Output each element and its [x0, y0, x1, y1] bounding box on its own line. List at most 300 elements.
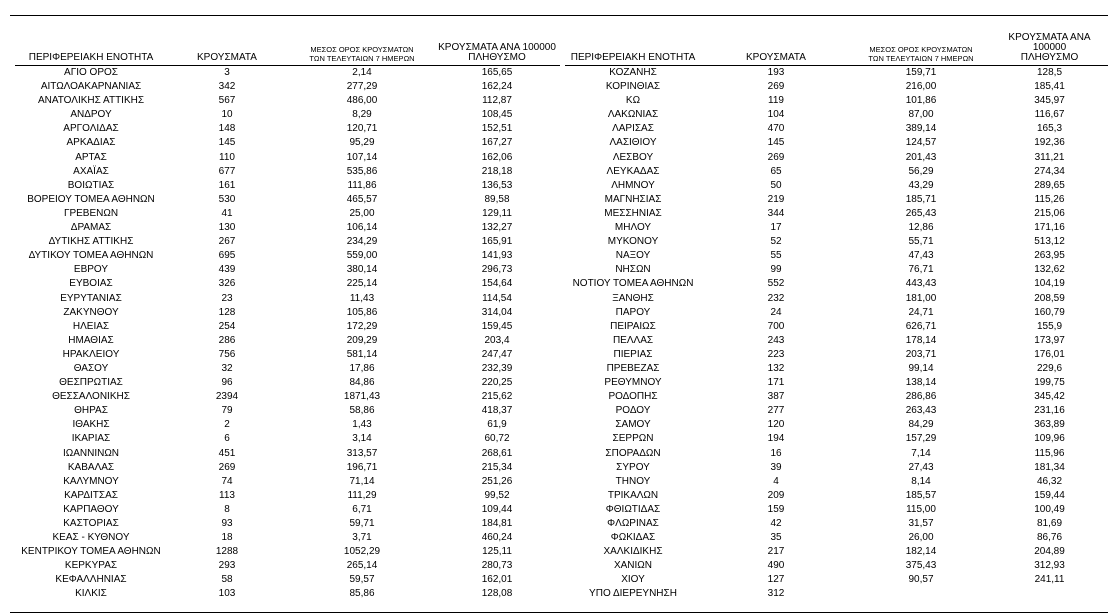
cell-per-100k: 159,44 — [1034, 489, 1065, 501]
cell-avg-7day: 31,57 — [908, 518, 934, 529]
table-row — [565, 545, 1108, 559]
cell-region: ΙΚΑΡΙΑΣ — [71, 433, 111, 445]
cell-avg-7day: 99,14 — [908, 362, 934, 374]
cell-cases: 326 — [218, 278, 236, 290]
cell-avg-7day: 106,14 — [346, 222, 378, 234]
cell-per-100k: 159,45 — [481, 320, 513, 332]
cell-cases: 58 — [221, 574, 233, 586]
header-avg-line2: ΤΩΝ ΤΕΛΕΥΤΑΙΩΝ 7 ΗΜΕΡΩΝ — [309, 54, 415, 63]
table-row — [15, 165, 560, 179]
table-row — [15, 193, 560, 207]
cell-avg-7day: 87,00 — [908, 109, 934, 121]
cell-per-100k: 109,44 — [481, 503, 513, 515]
table-row — [15, 573, 560, 587]
table-row — [565, 151, 1108, 165]
cell-avg-7day: 107,14 — [346, 151, 378, 163]
cell-avg-7day: 6,71 — [352, 503, 372, 515]
cell-cases: 23 — [221, 292, 233, 304]
table-row — [565, 559, 1108, 573]
cell-per-100k: 141,93 — [481, 250, 513, 262]
cell-per-100k: 208,59 — [1034, 292, 1065, 304]
cell-avg-7day: 95,29 — [349, 137, 375, 149]
cell-avg-7day: 11,43 — [349, 292, 375, 304]
cell-cases: 159 — [767, 503, 785, 515]
cell-per-100k: 184,81 — [481, 518, 513, 529]
cell-per-100k: 232,39 — [481, 362, 513, 374]
table-row — [15, 80, 560, 94]
cell-cases: 1288 — [215, 546, 239, 558]
table-row — [565, 80, 1108, 94]
cell-region: ΛΗΜΝΟΥ — [611, 179, 655, 191]
table-header-left — [15, 40, 560, 66]
cell-cases: 113 — [219, 489, 235, 501]
cell-avg-7day: 486,00 — [346, 95, 378, 107]
header-avg — [287, 45, 437, 63]
cell-cases: 293 — [218, 560, 236, 572]
cell-per-100k: 165,65 — [481, 67, 513, 78]
cell-avg-7day: 209,29 — [346, 334, 378, 346]
cell-cases: 4 — [773, 475, 779, 487]
cell-per-100k: 100,49 — [1034, 503, 1065, 515]
cell-cases: 6 — [224, 433, 230, 445]
header-per100k-line1: ΚΡΟΥΣΜΑΤΑ ΑΝΑ 100000 — [438, 42, 556, 53]
cell-avg-7day: 26,00 — [908, 532, 934, 544]
table-row — [15, 390, 560, 404]
cell-region: ΑΧΑΪΑΣ — [73, 165, 109, 177]
cell-region: ΠΡΕΒΕΖΑΣ — [606, 362, 660, 374]
table-row — [15, 179, 560, 193]
cell-avg-7day: 203,71 — [905, 348, 937, 360]
cell-region: ΑΝΑΤΟΛΙΚΗΣ ΑΤΤΙΚΗΣ — [37, 95, 145, 107]
cell-avg-7day: 277,29 — [346, 81, 378, 93]
cell-cases: 243 — [767, 334, 785, 346]
cell-region: ΙΘΑΚΗΣ — [72, 419, 110, 431]
cell-cases: 567 — [218, 95, 236, 107]
cell-region: ΛΑΣΙΘΙΟΥ — [609, 137, 657, 149]
cell-region: ΑΡΓΟΛΙΔΑΣ — [63, 123, 119, 135]
table-row — [15, 404, 560, 418]
cell-region: ΡΟΔΟΥ — [615, 405, 651, 417]
cell-per-100k: 173,97 — [1034, 334, 1065, 346]
cell-cases: 286 — [218, 334, 236, 346]
cell-avg-7day: 17,86 — [349, 362, 375, 374]
cell-region: ΣΥΡΟΥ — [616, 461, 650, 473]
cell-cases: 171 — [767, 377, 785, 389]
cell-avg-7day: 559,00 — [346, 250, 378, 262]
cell-avg-7day: 111,29 — [347, 489, 377, 501]
cell-region: ΚΕΦΑΛΛΗΝΙΑΣ — [55, 574, 127, 586]
cell-per-100k: 108,45 — [481, 109, 513, 121]
cell-per-100k: 115,96 — [1034, 447, 1065, 459]
cell-avg-7day: 111,86 — [347, 179, 377, 191]
cell-avg-7day: 3,14 — [352, 433, 372, 445]
cell-cases: 52 — [770, 236, 782, 248]
cell-avg-7day: 159,71 — [905, 67, 937, 78]
table-row — [565, 221, 1108, 235]
cell-cases: 99 — [770, 264, 782, 276]
cell-region: ΚΕΡΚΥΡΑΣ — [64, 560, 118, 572]
cell-cases: 217 — [767, 546, 785, 558]
header-cases: ΚΡΟΥΣΜΑΤΑ — [746, 52, 806, 63]
cell-per-100k: 114,54 — [482, 292, 512, 304]
bottom-rule — [10, 612, 1108, 613]
header-per100k-line1: ΚΡΟΥΣΜΑΤΑ ΑΝΑ 100000 — [1008, 32, 1091, 53]
table-row — [565, 122, 1108, 136]
cell-cases: 120 — [767, 419, 785, 431]
cell-avg-7day: 389,14 — [905, 123, 937, 135]
table-row — [15, 320, 560, 334]
cell-per-100k: 162,06 — [481, 151, 513, 163]
cell-region: ΣΕΡΡΩΝ — [612, 433, 654, 445]
header-avg-line1: ΜΕΣΟΣ ΟΡΟΣ ΚΡΟΥΣΜΑΤΩΝ — [869, 45, 973, 54]
cell-region: ΧΑΝΙΩΝ — [613, 560, 653, 572]
header-cases: ΚΡΟΥΣΜΑΤΑ — [197, 52, 257, 63]
cell-avg-7day: 375,43 — [905, 560, 937, 572]
cell-per-100k: 132,62 — [1034, 264, 1065, 276]
cell-per-100k: 167,27 — [481, 137, 513, 149]
cell-avg-7day: 90,57 — [908, 574, 934, 586]
cell-avg-7day: 1052,29 — [343, 546, 381, 558]
cell-avg-7day: 120,71 — [346, 123, 378, 135]
cell-region: ΧΑΛΚΙΔΙΚΗΣ — [603, 546, 663, 558]
table-row — [15, 151, 560, 165]
cell-region: ΘΕΣΣΑΛΟΝΙΚΗΣ — [52, 391, 130, 403]
cell-avg-7day: 581,14 — [346, 348, 378, 360]
cell-region: ΜΕΣΣΗΝΙΑΣ — [604, 207, 662, 219]
table-row — [565, 447, 1108, 461]
cell-region: ΞΑΝΘΗΣ — [612, 292, 654, 304]
table-row — [15, 348, 560, 362]
cell-cases: 161 — [218, 179, 236, 191]
cell-avg-7day: 59,71 — [349, 518, 375, 529]
cell-region: ΝΑΞΟΥ — [615, 250, 651, 262]
cell-per-100k: 129,11 — [482, 207, 512, 219]
cell-avg-7day: 535,86 — [346, 165, 378, 177]
table-row — [15, 108, 560, 122]
cell-per-100k: 218,18 — [481, 165, 513, 177]
cell-avg-7day: 313,57 — [346, 447, 378, 459]
cell-avg-7day: 115,00 — [906, 503, 936, 515]
cell-region: ΣΑΜΟΥ — [615, 419, 651, 431]
cell-per-100k: 263,95 — [1034, 250, 1065, 262]
cell-per-100k: 116,67 — [1034, 109, 1065, 121]
cell-avg-7day: 1871,43 — [343, 391, 381, 403]
cell-cases: 110 — [219, 151, 235, 163]
cell-region: ΜΥΚΟΝΟΥ — [607, 236, 659, 248]
cell-region: ΠΑΡΟΥ — [615, 306, 651, 318]
table-row — [15, 489, 560, 503]
table-header-right — [565, 32, 1108, 66]
cell-cases: 39 — [770, 461, 782, 473]
cell-avg-7day: 181,00 — [905, 292, 937, 304]
cell-avg-7day: 2,14 — [352, 67, 372, 78]
table-row — [15, 517, 560, 531]
header-avg — [851, 45, 991, 63]
cell-avg-7day: 84,86 — [349, 377, 375, 389]
cell-per-100k: 215,06 — [1034, 207, 1065, 219]
cell-cases: 18 — [221, 532, 233, 544]
cell-region: ΜΑΓΝΗΣΙΑΣ — [604, 193, 662, 205]
cell-avg-7day: 265,43 — [905, 207, 937, 219]
table-row — [565, 179, 1108, 193]
table-row — [15, 221, 560, 235]
cell-region: ΤΡΙΚΑΛΩΝ — [607, 489, 659, 501]
cell-per-100k: 171,16 — [1034, 222, 1065, 234]
cell-region: ΚΑΡΠΑΘΟΥ — [63, 503, 119, 515]
table-row — [15, 447, 560, 461]
cell-cases: 65 — [770, 165, 782, 177]
cell-region: ΚΟΡΙΝΘΙΑΣ — [605, 81, 661, 93]
table-right — [565, 32, 1108, 602]
cell-avg-7day: 56,29 — [908, 165, 934, 177]
table-row — [565, 193, 1108, 207]
cell-avg-7day: 138,14 — [905, 377, 937, 389]
cell-per-100k: 251,26 — [481, 475, 513, 487]
cell-avg-7day: 85,86 — [349, 588, 375, 600]
cell-region: ΧΙΟΥ — [621, 574, 645, 586]
table-row — [565, 94, 1108, 108]
cell-region: ΚΑΛΥΜΝΟΥ — [63, 475, 119, 487]
cell-avg-7day: 101,86 — [905, 95, 937, 107]
cell-region: ΛΑΚΩΝΙΑΣ — [607, 109, 659, 121]
cell-cases: 439 — [218, 264, 236, 276]
cell-cases: 96 — [221, 377, 233, 389]
cell-avg-7day: 178,14 — [905, 334, 937, 346]
table-row — [565, 108, 1108, 122]
cell-cases: 130 — [218, 222, 236, 234]
cell-avg-7day: 265,14 — [346, 560, 378, 572]
cell-avg-7day: 225,14 — [346, 278, 378, 290]
cell-avg-7day: 185,71 — [905, 193, 937, 205]
table-row — [565, 587, 1108, 601]
table-row — [565, 320, 1108, 334]
table-row — [15, 66, 560, 80]
cell-cases: 695 — [218, 250, 236, 262]
cell-region: ΝΟΤΙΟΥ ΤΟΜΕΑ ΑΘΗΝΩΝ — [572, 278, 694, 290]
table-row — [15, 94, 560, 108]
cell-cases: 193 — [767, 67, 785, 78]
table-row — [565, 263, 1108, 277]
table-row — [15, 249, 560, 263]
table-row — [15, 432, 560, 446]
cell-region: ΚΕΑΣ - ΚΥΘΝΟΥ — [52, 532, 130, 544]
cell-avg-7day: 1,43 — [352, 419, 372, 431]
table-row — [15, 559, 560, 573]
cell-avg-7day: 626,71 — [905, 320, 937, 332]
cell-region: ΒΟΙΩΤΙΑΣ — [67, 179, 115, 191]
cell-avg-7day: 443,43 — [905, 278, 937, 290]
cell-avg-7day: 58,86 — [349, 405, 375, 417]
cell-cases: 74 — [221, 475, 233, 487]
cell-per-100k: 115,26 — [1034, 193, 1065, 205]
cell-region: ΠΕΛΛΑΣ — [612, 334, 654, 346]
cell-region: ΦΘΙΩΤΙΔΑΣ — [605, 503, 661, 515]
table-row — [15, 461, 560, 475]
table-row — [565, 404, 1108, 418]
cell-cases: 50 — [770, 179, 782, 191]
cell-per-100k: 162,01 — [481, 574, 513, 586]
table-row — [565, 517, 1108, 531]
table-row — [565, 503, 1108, 517]
cell-per-100k: 314,04 — [481, 306, 513, 318]
cell-per-100k: 81,69 — [1036, 518, 1063, 529]
cell-region: ΙΩΑΝΝΙΝΩΝ — [62, 447, 120, 459]
cell-cases: 119 — [768, 95, 784, 107]
cell-per-100k: 46,32 — [1036, 475, 1063, 487]
cell-avg-7day: 182,14 — [905, 546, 937, 558]
cell-per-100k: 192,36 — [1034, 137, 1065, 149]
cell-per-100k: 231,16 — [1034, 405, 1065, 417]
cell-region: ΜΗΛΟΥ — [614, 222, 652, 234]
cell-avg-7day: 8,29 — [352, 109, 372, 121]
rows-left — [15, 66, 560, 602]
cell-avg-7day: 234,29 — [346, 236, 378, 248]
cell-cases: 387 — [767, 391, 785, 403]
cell-cases: 3 — [224, 67, 230, 78]
cell-region: ΚΑΒΑΛΑΣ — [67, 461, 115, 473]
cell-region: ΗΜΑΘΙΑΣ — [68, 334, 114, 346]
table-row — [565, 362, 1108, 376]
cell-per-100k: 215,62 — [481, 391, 513, 403]
table-row — [15, 263, 560, 277]
cell-per-100k: 176,01 — [1034, 348, 1065, 360]
cell-cases: 16 — [770, 447, 782, 459]
cell-region: ΘΗΡΑΣ — [74, 405, 108, 417]
cell-per-100k: 296,73 — [481, 264, 513, 276]
cell-region: ΗΛΕΙΑΣ — [72, 320, 110, 332]
cell-per-100k: 128,5 — [1036, 67, 1063, 78]
cell-per-100k: 112,87 — [482, 95, 512, 107]
table-row — [15, 545, 560, 559]
cell-cases: 93 — [221, 518, 233, 529]
table-row — [565, 531, 1108, 545]
cell-per-100k: 229,6 — [1036, 362, 1063, 374]
cell-avg-7day: 263,43 — [905, 405, 937, 417]
cell-region: ΒΟΡΕΙΟΥ ΤΟΜΕΑ ΑΘΗΝΩΝ — [27, 193, 155, 205]
cell-region: ΥΠΟ ΔΙΕΡΕΥΝΗΣΗ — [589, 588, 677, 600]
cell-per-100k: 220,25 — [481, 377, 513, 389]
cell-region: ΚΙΛΚΙΣ — [75, 588, 107, 600]
table-row — [565, 573, 1108, 587]
cell-region: ΑΡΚΑΔΙΑΣ — [66, 137, 116, 149]
cell-cases: 209 — [767, 489, 785, 501]
cell-region: ΦΛΩΡΙΝΑΣ — [607, 518, 659, 529]
cell-cases: 700 — [767, 320, 785, 332]
cell-cases: 254 — [218, 320, 236, 332]
cell-region: ΑΝΔΡΟΥ — [70, 109, 112, 121]
table-row — [565, 418, 1108, 432]
table-row — [15, 122, 560, 136]
cell-per-100k: 152,51 — [481, 123, 513, 135]
table-row — [565, 207, 1108, 221]
cell-cases: 267 — [218, 236, 236, 248]
table-row — [15, 418, 560, 432]
header-per100k — [437, 43, 557, 63]
cell-avg-7day: 286,86 — [905, 391, 937, 403]
cell-avg-7day: 43,29 — [908, 179, 934, 191]
cell-region: ΚΟΖΑΝΗΣ — [609, 67, 657, 78]
header-per100k-line2: ΠΛΗΘΥΣΜΟ — [1020, 52, 1079, 63]
cell-avg-7day: 8,14 — [911, 475, 931, 487]
table-row — [15, 292, 560, 306]
cell-region: ΤΗΝΟΥ — [615, 475, 651, 487]
cell-avg-7day: 196,71 — [346, 461, 378, 473]
cell-region: ΑΙΤΩΛΟΑΚΑΡΝΑΝΙΑΣ — [40, 81, 142, 93]
cell-avg-7day: 84,29 — [908, 419, 934, 431]
table-row — [565, 376, 1108, 390]
table-row — [15, 587, 560, 601]
cell-region: ΚΑΡΔΙΤΣΑΣ — [64, 489, 118, 501]
cell-per-100k: 185,41 — [1034, 81, 1065, 93]
cell-region: ΕΥΒΟΙΑΣ — [69, 278, 113, 290]
cell-cases: 232 — [767, 292, 785, 304]
cell-region: ΠΕΙΡΑΙΩΣ — [610, 320, 656, 332]
cell-region: ΡΕΘΥΜΝΟΥ — [604, 377, 662, 389]
cell-per-100k: 89,58 — [484, 193, 510, 205]
cell-region: ΘΕΣΠΡΩΤΙΑΣ — [59, 377, 123, 389]
cell-per-100k: 104,19 — [1034, 278, 1065, 290]
cell-per-100k: 162,24 — [481, 81, 513, 93]
header-region: ΠΕΡΙΦΕΡΕΙΑΚΗ ΕΝΟΤΗΤΑ — [570, 52, 696, 63]
cell-per-100k: 160,79 — [1034, 306, 1065, 318]
cell-region: ΦΩΚΙΔΑΣ — [610, 532, 656, 544]
cell-per-100k: 311,21 — [1034, 151, 1065, 163]
cell-per-100k: 247,47 — [481, 348, 513, 360]
cell-region: ΑΓΙΟ ΟΡΟΣ — [64, 67, 118, 78]
cell-cases: 132 — [767, 362, 785, 374]
cell-per-100k: 418,37 — [481, 405, 513, 417]
cell-cases: 470 — [767, 123, 785, 135]
cell-per-100k: 241,11 — [1034, 574, 1065, 586]
cell-cases: 145 — [767, 137, 785, 149]
cell-cases: 269 — [767, 81, 785, 93]
table-row — [15, 235, 560, 249]
table-row — [15, 277, 560, 291]
cell-avg-7day: 12,86 — [908, 222, 934, 234]
cell-avg-7day: 157,29 — [905, 433, 937, 445]
table-row — [15, 334, 560, 348]
table-row — [565, 136, 1108, 150]
cell-cases: 10 — [221, 109, 233, 121]
cell-avg-7day: 465,57 — [346, 193, 378, 205]
cell-cases: 269 — [767, 151, 785, 163]
cell-cases: 530 — [218, 193, 236, 205]
cell-region: ΚΩ — [625, 95, 641, 107]
header-per100k-line2: ΠΛΗΘΥΣΜΟ — [468, 52, 526, 63]
table-row — [565, 334, 1108, 348]
cell-per-100k: 165,91 — [481, 236, 513, 248]
table-row — [15, 376, 560, 390]
cell-region: ΠΙΕΡΙΑΣ — [613, 348, 653, 360]
table-row — [15, 475, 560, 489]
cell-region: ΔΥΤΙΚΟΥ ΤΟΜΕΑ ΑΘΗΝΩΝ — [28, 250, 154, 262]
cell-avg-7day: 380,14 — [346, 264, 378, 276]
table-row — [565, 292, 1108, 306]
cell-cases: 490 — [767, 560, 785, 572]
cell-cases: 17 — [770, 222, 782, 234]
cell-avg-7day: 201,43 — [905, 151, 937, 163]
cell-per-100k: 132,27 — [481, 222, 513, 234]
cell-avg-7day: 3,71 — [352, 532, 372, 544]
table-row — [565, 249, 1108, 263]
cell-region: ΖΑΚΥΝΘΟΥ — [63, 306, 119, 318]
cell-region: ΔΡΑΜΑΣ — [70, 222, 112, 234]
cell-avg-7day: 124,57 — [905, 137, 937, 149]
table-row — [565, 475, 1108, 489]
cell-cases: 312 — [767, 588, 785, 600]
cell-avg-7day: 27,43 — [908, 461, 934, 473]
cell-cases: 194 — [767, 433, 785, 445]
